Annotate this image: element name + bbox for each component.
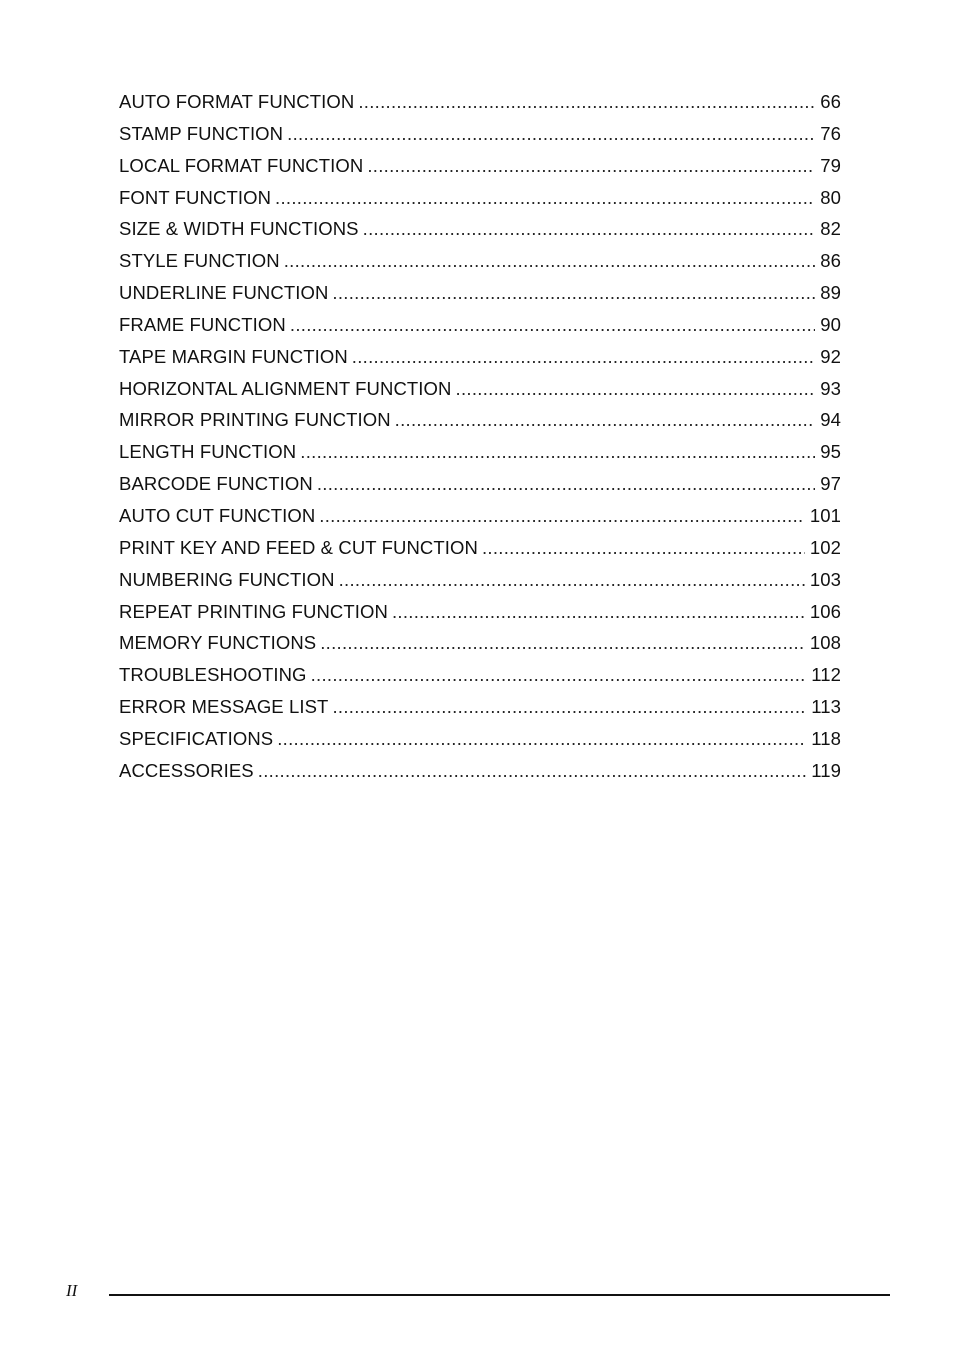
dot-leader — [395, 404, 816, 436]
footer-page-number: II — [66, 1281, 78, 1300]
toc-entry[interactable] — [119, 309, 841, 341]
dot-leader — [332, 691, 806, 723]
dot-leader — [300, 436, 815, 468]
dot-leader — [317, 468, 815, 500]
toc-entry-page: 92 — [820, 345, 841, 367]
toc-entry-title: HORIZONTAL ALIGNMENT FUNCTION — [119, 377, 452, 399]
toc-entry-title: STAMP FUNCTION — [119, 122, 284, 144]
toc-entry[interactable] — [119, 213, 841, 245]
dot-leader — [284, 245, 816, 277]
toc-entry[interactable] — [119, 118, 841, 150]
toc-entry[interactable] — [119, 182, 841, 214]
toc-entry-title: LENGTH FUNCTION — [119, 441, 297, 463]
toc-entry-title: LOCAL FORMAT FUNCTION — [119, 154, 364, 176]
dot-leader — [258, 755, 806, 787]
toc-entry-page: 113 — [811, 696, 841, 718]
toc-entry[interactable] — [119, 691, 841, 723]
toc-entry-page: 102 — [809, 536, 841, 558]
dot-leader — [358, 86, 815, 118]
toc-entry-title: MEMORY FUNCTIONS — [119, 632, 317, 654]
dot-leader — [332, 277, 815, 309]
toc-entry-title: TROUBLESHOOTING — [119, 664, 307, 686]
toc-entry-title: FRAME FUNCTION — [119, 313, 286, 335]
toc-entry[interactable] — [119, 755, 841, 787]
dot-leader — [319, 500, 805, 532]
toc-entry-page: 118 — [811, 727, 841, 749]
toc-entry[interactable] — [119, 500, 841, 532]
toc-entry-page: 89 — [820, 282, 841, 304]
dot-leader — [287, 118, 815, 150]
dot-leader — [352, 341, 815, 373]
toc-entry[interactable] — [119, 532, 841, 564]
toc-entry[interactable] — [119, 564, 841, 596]
toc-entry-title: FONT FUNCTION — [119, 186, 272, 208]
dot-leader — [367, 150, 815, 182]
toc-entry-title: AUTO FORMAT FUNCTION — [119, 91, 355, 112]
toc-entry[interactable] — [119, 436, 841, 468]
dot-leader — [290, 309, 815, 341]
dot-leader — [482, 532, 805, 564]
toc-entry-page: 80 — [820, 186, 841, 208]
toc-entry-title: REPEAT PRINTING FUNCTION — [119, 600, 388, 622]
toc-entry-page: 112 — [811, 664, 841, 686]
table-of-contents — [119, 86, 841, 787]
toc-entry[interactable] — [119, 373, 841, 405]
toc-entry-page: 82 — [820, 218, 841, 240]
toc-entry[interactable] — [119, 468, 841, 500]
toc-entry-title: SPECIFICATIONS — [119, 727, 274, 749]
toc-entry-title: UNDERLINE FUNCTION — [119, 282, 329, 304]
toc-entry[interactable] — [119, 277, 841, 309]
toc-entry-page: 76 — [820, 122, 841, 144]
toc-entry[interactable] — [119, 627, 841, 659]
toc-entry[interactable] — [119, 404, 841, 436]
toc-entry-title: MIRROR PRINTING FUNCTION — [119, 409, 391, 431]
toc-entry[interactable] — [119, 659, 841, 691]
toc-entry[interactable] — [119, 596, 841, 628]
toc-entry-page: 66 — [820, 91, 841, 112]
dot-leader — [392, 596, 805, 628]
footer-rule — [109, 1294, 890, 1296]
dot-leader — [456, 373, 816, 405]
toc-entry-title: STYLE FUNCTION — [119, 250, 280, 272]
toc-entry-page: 90 — [820, 313, 841, 335]
toc-entry-title: PRINT KEY AND FEED & CUT FUNCTION — [119, 536, 478, 558]
toc-entry-page: 108 — [809, 632, 841, 654]
dot-leader — [275, 182, 815, 214]
toc-entry[interactable] — [119, 723, 841, 755]
toc-entry-page: 79 — [820, 154, 841, 176]
dot-leader — [277, 723, 806, 755]
toc-entry-page: 93 — [820, 377, 841, 399]
toc-entry-page: 103 — [809, 568, 841, 590]
toc-entry-title: ERROR MESSAGE LIST — [119, 696, 329, 718]
toc-entry-title: AUTO CUT FUNCTION — [119, 504, 316, 526]
toc-entry-page: 86 — [820, 250, 841, 272]
dot-leader — [311, 659, 807, 691]
toc-entry-title: BARCODE FUNCTION — [119, 473, 313, 495]
dot-leader — [363, 213, 816, 245]
toc-entry-page: 119 — [811, 759, 841, 781]
toc-entry-page: 94 — [820, 409, 841, 431]
toc-entry-title: TAPE MARGIN FUNCTION — [119, 345, 348, 367]
toc-entry[interactable] — [119, 150, 841, 182]
toc-entry-title: SIZE & WIDTH FUNCTIONS — [119, 218, 359, 240]
toc-entry-title: NUMBERING FUNCTION — [119, 568, 335, 590]
toc-entry-page: 95 — [820, 441, 841, 463]
toc-entry-page: 97 — [820, 473, 841, 495]
dot-leader — [339, 564, 805, 596]
toc-entry[interactable] — [119, 245, 841, 277]
dot-leader — [320, 627, 805, 659]
toc-entry-title: ACCESSORIES — [119, 759, 254, 781]
toc-entry[interactable] — [119, 86, 841, 118]
toc-entry-page: 106 — [809, 600, 841, 622]
toc-entry[interactable] — [119, 341, 841, 373]
toc-entry-page: 101 — [809, 504, 841, 526]
